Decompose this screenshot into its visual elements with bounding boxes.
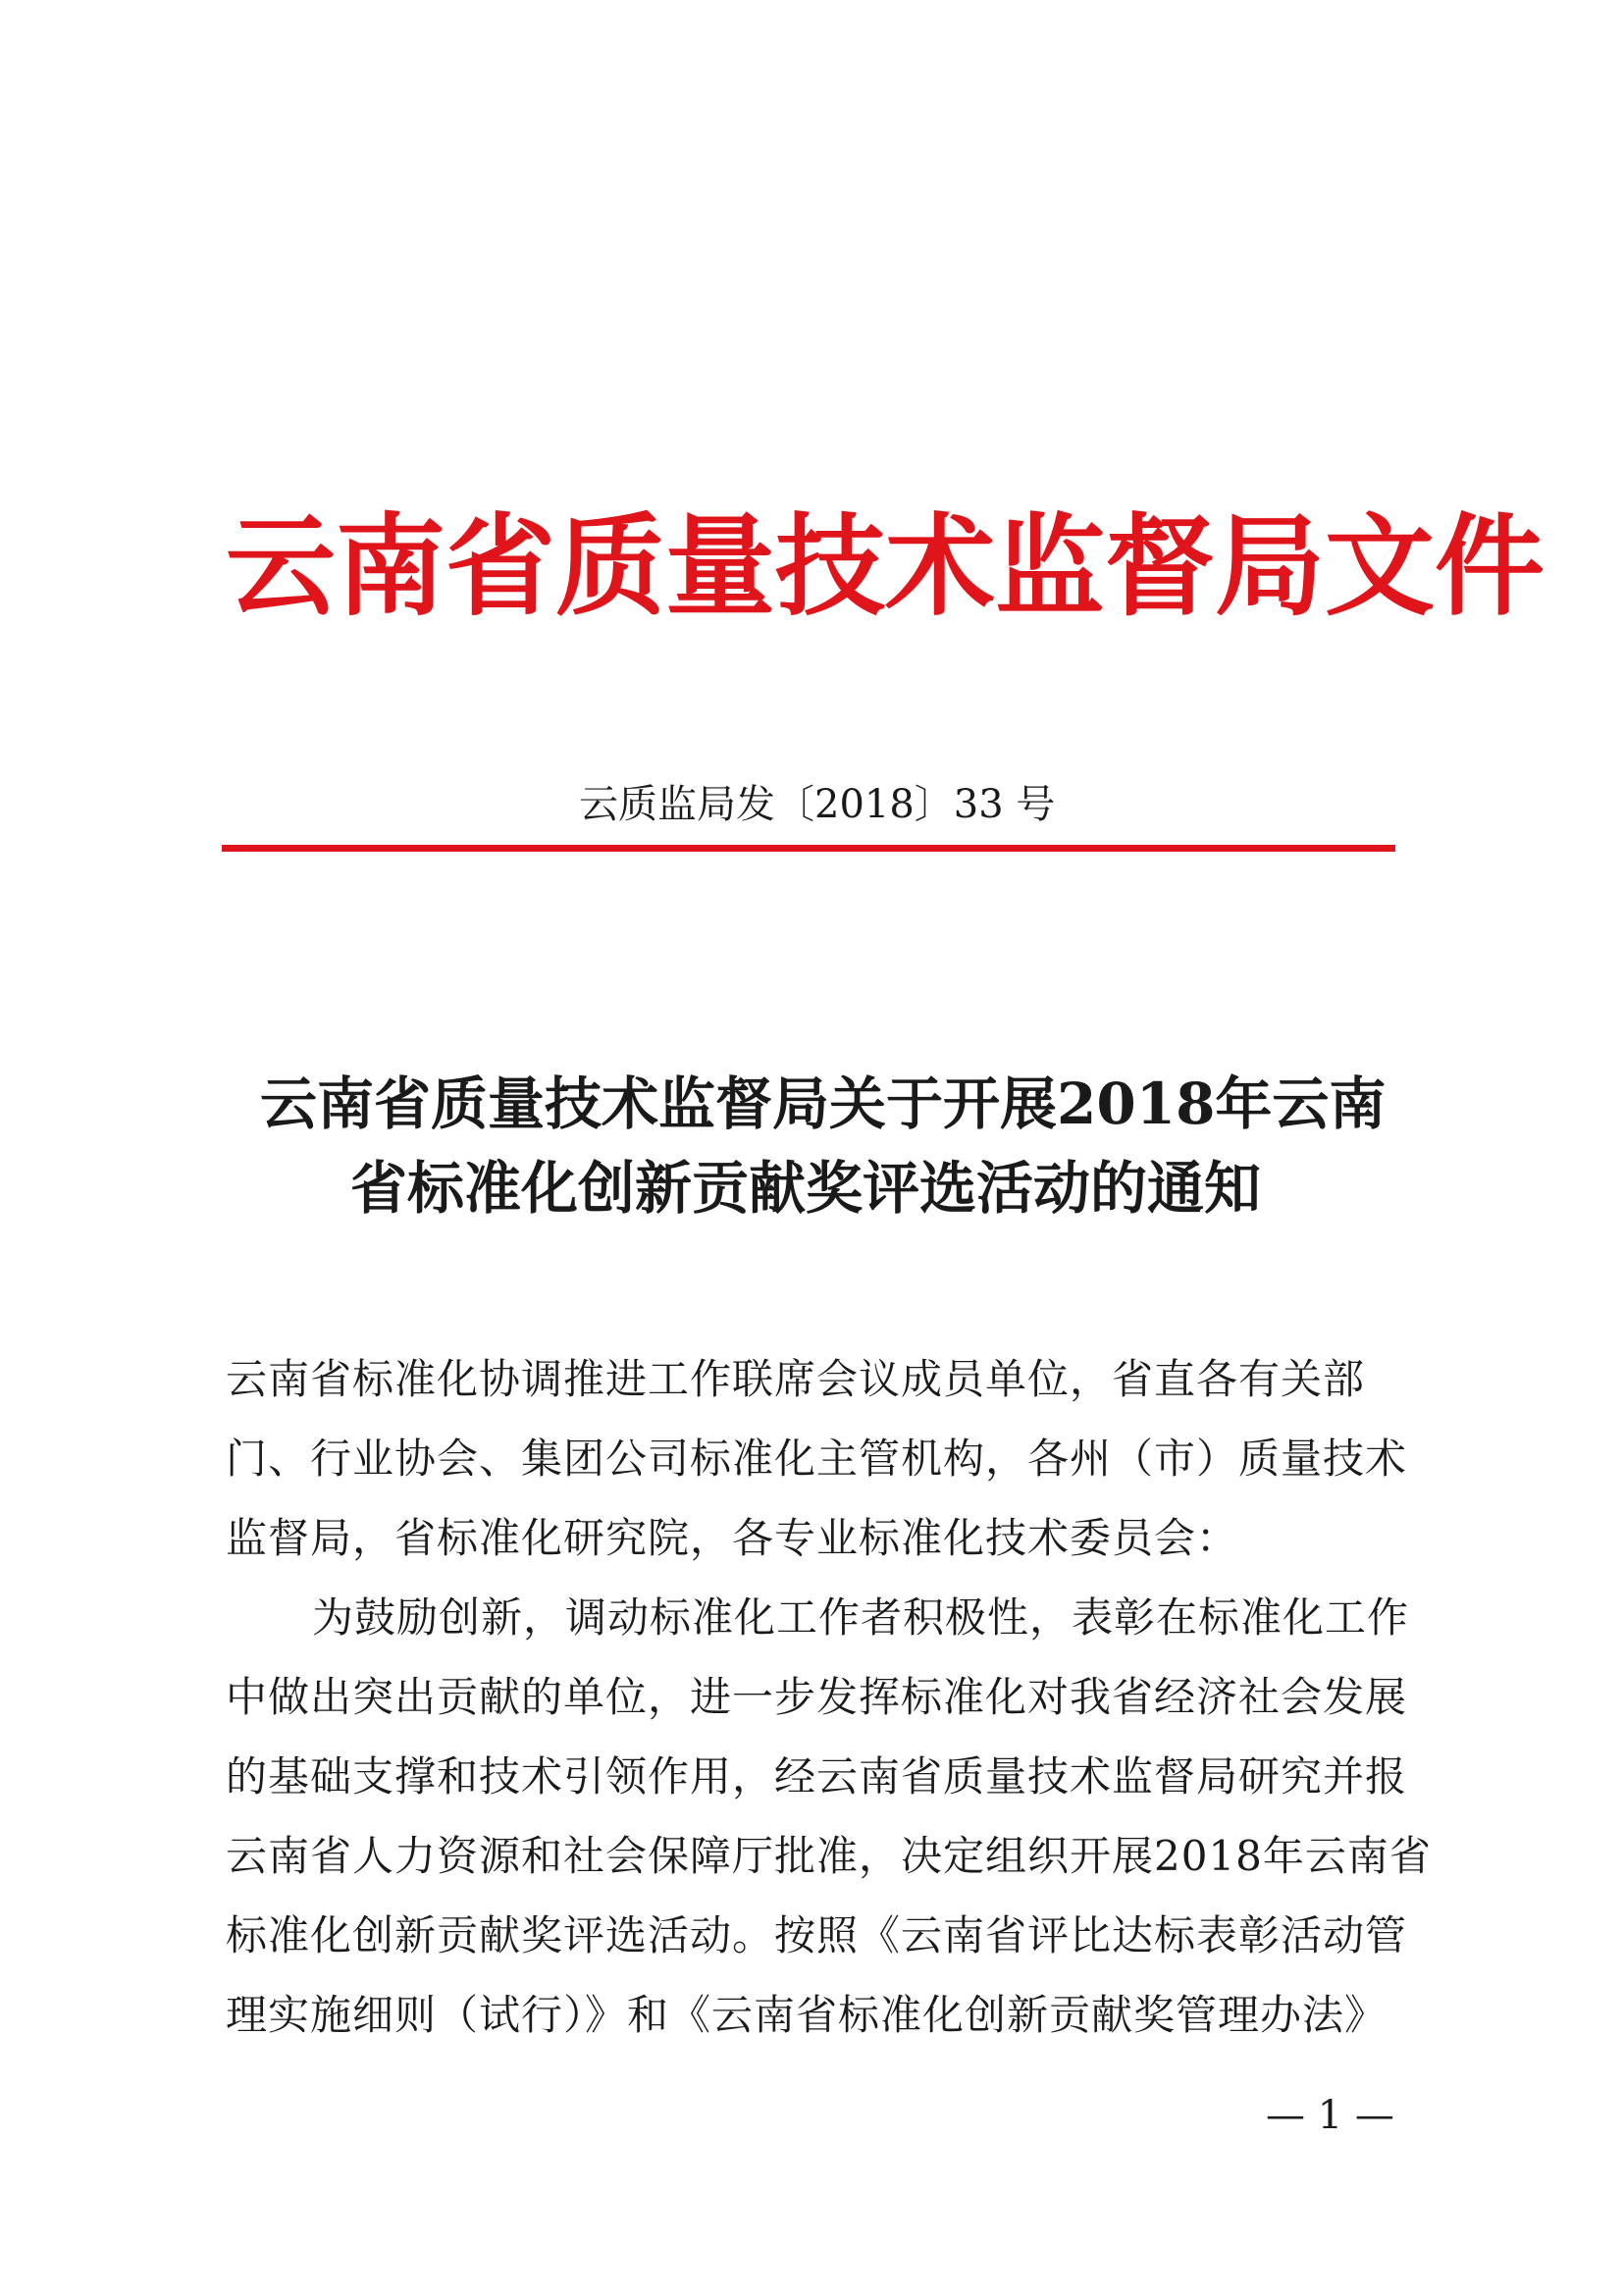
paragraph-line: 为鼓励创新，调动标准化工作者积极性，表彰在标准化工作 — [312, 1593, 1410, 1642]
body-paragraph — [226, 1578, 1432, 2055]
recipients-line: 云南省标准化协调推进工作联席会议成员单位，省直各有关部 — [226, 1355, 1366, 1403]
notice-title — [260, 1062, 1398, 1230]
red-divider-rule — [222, 845, 1395, 852]
recipients-block — [226, 1339, 1423, 1578]
recipients-line: 监督局，省标准化研究院，各专业标准化技术委员会： — [226, 1514, 1239, 1562]
paragraph-line: 标准化创新贡献奖评选活动。按照《云南省评比达标表彰活动管 — [226, 1911, 1408, 1959]
issuing-authority-header: 云南省质量技术监督局文件 — [226, 502, 1544, 631]
paragraph-line: 的基础支撑和技术引领作用，经云南省质量技术监督局研究并报 — [226, 1752, 1408, 1800]
page-number: — 1 — — [1266, 2093, 1394, 2138]
paragraph-line: 云南省人力资源和社会保障厅批准，决定组织开展2018年云南省 — [226, 1832, 1432, 1880]
paragraph-line: 中做出突出贡献的单位，进一步发挥标准化对我省经济社会发展 — [226, 1673, 1408, 1721]
recipients-line: 门、行业协会、集团公司标准化主管机构，各州（市）质量技术 — [226, 1435, 1408, 1483]
notice-title-line: 省标准化创新贡献奖评选活动的通知 — [350, 1155, 1262, 1222]
paragraph-line: 理实施细则（试行）》和《云南省标准化创新贡献奖管理办法》 — [226, 1991, 1387, 2039]
document-number: 云质监局发〔2018〕33 号 — [579, 782, 1056, 827]
notice-title-line: 云南省质量技术监督局关于开展2018年云南 — [260, 1070, 1387, 1137]
document-body — [226, 1339, 1432, 2055]
